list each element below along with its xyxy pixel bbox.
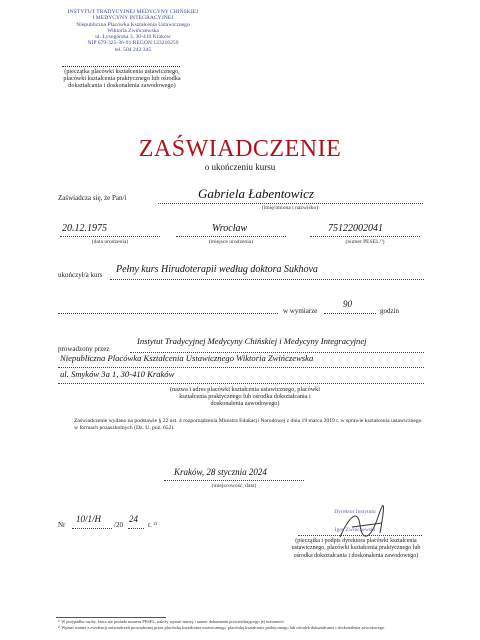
organizer-line-2: Niepubliczna Placówka Kształcenia Ustawicznego Wiktoria Zwińczewska — [60, 353, 314, 363]
person-name: Gabriela Łabentowicz — [198, 186, 314, 201]
pesel-number: 75122002041 — [328, 223, 383, 234]
organizer-line-1: Instytut Tradycyjnej Medycyny Chińskiej i Medycyny Integracyjnej — [137, 336, 367, 346]
label-hours: w wymiarze — [283, 307, 318, 315]
organizer-dots-3 — [58, 383, 424, 384]
nr-year: 24 — [129, 514, 138, 524]
institution-stamp — [58, 9, 208, 53]
name-dots — [158, 203, 423, 204]
course-name: Pełny kurs Hirudoterapii według doktora Sukhova — [116, 264, 318, 275]
label-nr: Nr — [58, 521, 66, 529]
birth-place: Wrocław — [212, 223, 248, 234]
nr-year-dots — [128, 528, 144, 529]
footnote-2: ²⁾ Wpisać numer z ewidencji zaświadczeń prowadzonej przez placówkę kształcenia ustawicznego, placówkę kształcenia praktycznego lub ośrodek dokształcania i doskonalenia zawodowego. — [58, 625, 386, 630]
caption-name: (imię/imiona i nazwisko) — [261, 205, 319, 211]
director-stamp-title: Dyrektor Instytutu — [334, 509, 376, 515]
footnote-1: ¹⁾ W przypadku osoby, która nie posiada numeru PESEL, należy wpisać nazwę i numer dokumentu potwierdzającego jej tożsamość. — [58, 619, 285, 624]
stamp-line: INSTYTUT TRADYCYJNEJ MEDYCYNY CHIŃSKIEJ — [67, 9, 199, 15]
pesel-dots — [310, 236, 420, 237]
signature-dots — [298, 535, 422, 536]
label-person: Zaświadcza się, że Pan/i — [58, 194, 127, 202]
birth-place-dots — [176, 236, 286, 237]
legal-basis: Zaświadczenie wydano na podstawie § 22 ust. 4 rozporządzenia Ministra Edukacji Narodowej z dnia 19 marca 2019 r. w sprawie kształcenia ustawicznego w formach pozaszkolnych (Dz. U. poz. 652). — [74, 418, 422, 431]
stamp-line: ul. Łysogórska 3, 30-410 Kraków — [95, 34, 171, 41]
nr-suffix: r. ²⁾ — [148, 521, 158, 529]
footnote-rule — [56, 617, 166, 618]
caption-organizer: (nazwa i adres placówki kształcenia ustawicznego, placówki kształcenia praktycznego lub ośrodka dokształcania i doskonalenia zawodowego) — [170, 386, 320, 407]
place-date-dots — [164, 480, 304, 481]
caption-pesel: (numer PESEL¹⁾) — [345, 239, 385, 245]
course-dots-2 — [58, 313, 278, 314]
stamp-line: Wiktoria Zwińczewska — [107, 27, 159, 34]
nr-separator: /20 — [114, 521, 123, 529]
stamp-caption: (pieczątka placówki kształcenia ustawicznego, placówki kształcenia praktycznego lub ośrodka dokształcania i doskonalenia zawodowego) — [63, 68, 181, 89]
birth-date: 20.12.1975 — [62, 223, 107, 234]
organizer-dots-2 — [58, 367, 424, 368]
organizer-line-3: ul. Smyków 3a 1, 30-410 Kraków — [60, 369, 175, 379]
label-hours-unit: godzin — [380, 307, 400, 315]
label-organizer: prowadzony przez — [58, 345, 110, 353]
hours-value: 90 — [343, 299, 352, 309]
birth-date-dots — [60, 236, 160, 237]
stamp-line: Niepubliczna Placówka Kształcenia Ustawicznego — [76, 21, 190, 28]
stamp-line: I MEDYCYNY INTEGRACYJNEJ — [92, 15, 174, 22]
director-stamp-name: Igor Zwińczewski — [334, 527, 376, 533]
caption-birth-date: (data urodzenia) — [91, 239, 129, 245]
signature-caption: (pieczątka i podpis dyrektora placówki kształcenia ustawicznego, placówki kształcenia praktycznego lub ośrodka dokształcania i doskonalenia zawodowego) — [291, 538, 421, 559]
course-dots — [110, 279, 424, 280]
stamp-dotted-line — [62, 66, 180, 67]
stamp-line: NIP 679-325-36-91 REGON 123216259 — [87, 40, 179, 47]
place-date: Kraków, 28 stycznia 2024 — [174, 467, 267, 477]
label-completed: ukończył/a kurs — [58, 271, 103, 279]
caption-place-date: (miejscowość, data) — [211, 483, 257, 489]
caption-birth-place: (miejsce urodzenia) — [208, 239, 254, 245]
hours-dots — [324, 313, 376, 314]
stamp-line: tel. 504 242 345 — [114, 46, 152, 53]
nr-value: 10/1/H — [76, 514, 102, 524]
document-subtitle: o ukończeniu kursu — [204, 162, 276, 172]
nr-dots — [72, 528, 112, 529]
document-title: ZAŚWIADCZENIE — [138, 136, 342, 162]
